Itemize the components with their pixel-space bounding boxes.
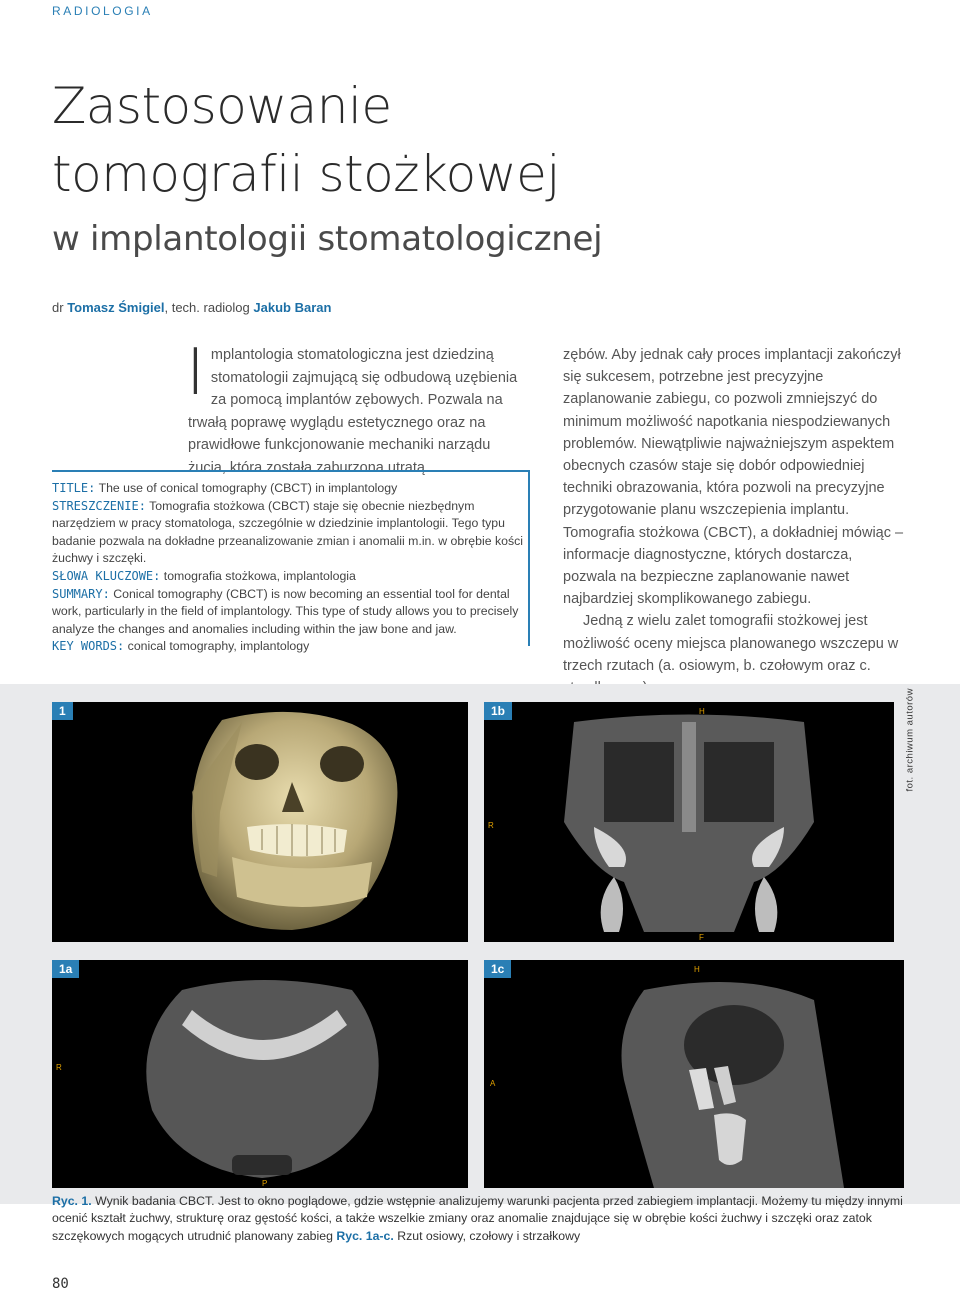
slowa-label: SŁOWA KLUCZOWE:	[52, 568, 161, 583]
author-name-2: Jakub Baran	[253, 300, 332, 315]
streszczenie-text: Tomografia stożkowa (CBCT) staje się obecnie niezbędnym narzędziem w pracy stomatologa, szczególnie w dziedzinie implantologii. Tego typu badanie pozwala na dokładne przeanalizowanie zmian i anomalii m.in. w obrębie kości żuchwy i szczęki.	[52, 498, 523, 566]
coronal-ct-image	[484, 702, 894, 942]
keywords-label: KEY WORDS:	[52, 639, 125, 654]
title-line-2: tomografii stożkowej	[52, 145, 560, 203]
abstract-title-row	[52, 480, 530, 498]
abstract-block	[52, 480, 530, 656]
panel-label-1c: 1c	[484, 960, 511, 978]
panel-label-1b: 1b	[484, 702, 512, 720]
streszczenie-label: STRESZCZENIE:	[52, 498, 146, 513]
figure-panel-1a-axial	[52, 960, 468, 1188]
caption-ref-1: Ryc. 1.	[52, 1194, 92, 1208]
caption-ref-2: Ryc. 1a-c.	[336, 1228, 394, 1243]
axial-ct-image	[52, 960, 468, 1188]
panel-label-1a: 1a	[52, 960, 79, 978]
marker-a-1c: A	[490, 1079, 496, 1088]
title-label: TITLE:	[52, 481, 96, 495]
abstract-streszczenie-row	[52, 498, 530, 568]
article-subtitle: w implantologii stomatologicznej	[52, 219, 603, 259]
caption-text-1: Wynik badania CBCT. Jest to okno poglądowe, gdzie wstępnie analizujemy warunki pacjenta przed zabiegiem implantacji. Możemy tu między innymi ocenić kształt żuchwy, strukturę oraz gęstość kości, a także wszelkie zmiany oraz anomalie znajdujące się w obrębie kości żuchwy i szczęki oraz zatok szczękowych mogących utrudnić planowany zabieg	[52, 1194, 903, 1243]
author-name-1: Tomasz Śmigiel	[67, 300, 165, 315]
figure-caption	[52, 1193, 912, 1245]
marker-p-1a: P	[262, 1179, 268, 1188]
marker-f-1b: F	[699, 933, 704, 942]
authors-line	[52, 300, 331, 315]
summary-label: SUMMARY:	[52, 586, 110, 601]
slowa-text: tomografia stożkowa, implantologia	[163, 568, 356, 583]
skull-3d-image	[52, 702, 468, 942]
abstract-summary-row	[52, 586, 530, 639]
page-number: 80	[52, 1276, 69, 1292]
abstract-keywords-row	[52, 638, 530, 656]
figure-panel-1c-sagittal	[484, 960, 904, 1188]
right-paragraph-1: zębów. Aby jednak cały proces implantacji zakończył się sukcesem, potrzebne jest precyzyjne zaplanowanie zabiegu, co pozwoli zmniejszyć do minimum możliwość napotkania niespodziewanych problemów. Niewątpliwie najważniejszym aspektem obecnych czasów staje się dobór odpowiedniej techniki obrazowania, która pozwoli na precyzyjne przygotowanie planu wszczepienia implantu. Tomografia stożkowa (CBCT), a dokładniej mówiąc – informacje diagnostyczne, których dostarcza, pozwala na bezpieczne zaplanowanie nawet najbardziej skomplikowanego zabiegu.	[563, 347, 904, 608]
panel-label-1: 1	[52, 702, 73, 720]
title-line-1: Zastosowanie	[52, 77, 392, 135]
section-tag: RADIOLOGIA	[52, 4, 153, 18]
keywords-text: conical tomography, implantology	[127, 639, 310, 654]
author-prefix-1: dr	[52, 300, 64, 315]
lead-text: mplantologia stomatologiczna jest dziedziną stomatologii zajmującą się odbudową uzębienia za pomocą implantów zębowych. Pozwala na trwałą poprawę wyglądu estetycznego oraz na prawidłowe funkcjonowanie mechaniki narządu żucia, która została zaburzona utratą	[188, 347, 518, 476]
summary-text: Conical tomography (CBCT) is now becoming an essential tool for dental work, particularly in the field of implantology. This type of study allows you to precisely analyze the changes and anomalies including within the jaw bone and jaw.	[52, 586, 519, 636]
marker-h-1c: H	[694, 965, 700, 974]
figure-panel-1b-coronal	[484, 702, 894, 942]
right-column	[563, 344, 908, 699]
marker-r-1b: R	[488, 821, 494, 830]
sagittal-ct-image	[484, 960, 904, 1188]
lead-paragraph	[186, 336, 530, 479]
right-paragraph-2: Jedną z wielu zalet tomografii stożkowej jest możliwość oceny miejsca planowanego wszczepu w trzech rzutach (a. osiowym, b. czołowym oraz c.	[563, 613, 899, 674]
marker-h-1b: H	[699, 707, 705, 716]
title-text: The use of conical tomography (CBCT) in implantology	[98, 481, 398, 495]
author-prefix-2: , tech. radiolog	[164, 300, 250, 315]
photo-credit	[896, 688, 924, 794]
abstract-slowa-row	[52, 568, 530, 586]
photo-credit-text: fot. archiwum autorów	[904, 688, 916, 792]
figure-panel-1-3d	[52, 702, 468, 942]
article-title	[52, 72, 560, 208]
drop-cap: I	[186, 336, 205, 410]
caption-text-2: Rzut osiowy, czołowy i strzałkowy	[397, 1228, 581, 1243]
marker-r-1a: R	[56, 1063, 62, 1072]
